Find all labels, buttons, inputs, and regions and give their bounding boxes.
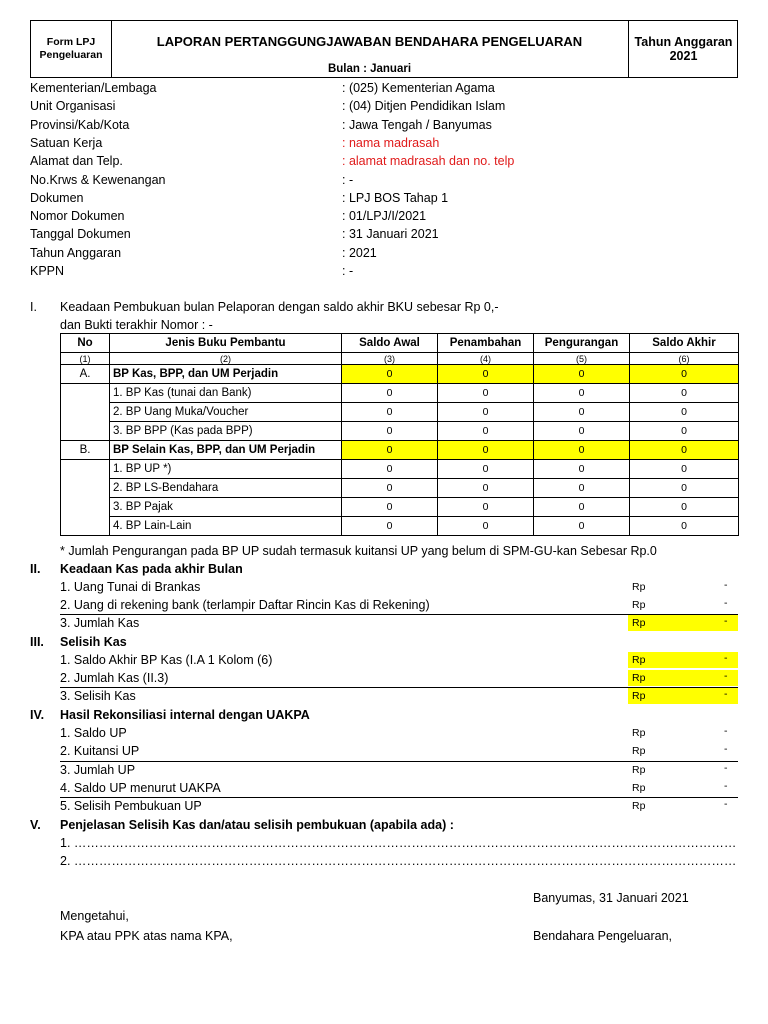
table-row [61,498,739,517]
table-cell: 0 [342,460,438,479]
line-item-label: 1. Saldo UP [60,726,127,740]
amount-value: - [724,780,728,792]
explanation-line: 1. …………………………………………………………………………………………………………………………………………… [60,836,736,850]
table-cell: 0 [438,365,534,384]
info-value: : (04) Ditjen Pendidikan Islam [342,99,506,113]
group-no: A. [61,365,110,384]
line-item-label: 4. Saldo UP menurut UAKPA [60,781,221,795]
currency-label: Rp [632,690,646,702]
amount-value: - [724,652,728,664]
col-index: (5) [534,353,630,365]
table-cell: 0 [438,422,534,441]
amount-value: - [724,615,728,627]
currency-label: Rp [632,599,646,611]
currency-label: Rp [632,617,646,629]
info-label: Nomor Dokumen [30,209,125,223]
report-month: Bulan : Januari [327,63,412,75]
table-cell: 0 [534,441,630,460]
currency-label: Rp [632,782,646,794]
report-header [30,20,738,78]
row-label: 3. BP Pajak [110,498,342,517]
info-value: : - [342,264,354,278]
info-value: : Jawa Tengah / Banyumas [342,118,492,132]
table-cell: 0 [342,403,438,422]
amount-value: - [724,798,728,810]
form-code-cell [31,21,112,77]
line-item-label: 2. Uang di rekening bank (terlampir Daftar Rincin Kas di Rekening) [60,598,430,612]
info-value: : 2021 [342,246,377,260]
table-cell: 0 [438,498,534,517]
table-cell: 0 [630,517,739,536]
row-label: 2. BP Uang Muka/Voucher [110,403,342,422]
group-no: B. [61,441,110,460]
info-label: Dokumen [30,191,84,205]
section1-text: Keadaan Pembukuan bulan Pelaporan dengan saldo akhir BKU sebesar Rp 0,- [60,300,499,314]
divider-line [60,797,738,798]
line-item-label: 3. Jumlah UP [60,763,136,777]
info-label: Provinsi/Kab/Kota [30,118,130,132]
table-cell: 0 [534,384,630,403]
table-cell: 0 [342,384,438,403]
section-title: Hasil Rekonsiliasi internal dengan UAKPA [60,708,310,722]
info-value: : - [342,173,354,187]
table-cell: 0 [534,498,630,517]
budget-year-cell [628,21,738,77]
line-item-label: 1. Uang Tunai di Brankas [60,580,201,594]
info-value: : 31 Januari 2021 [342,227,439,241]
treasurer-signatory-label: Bendahara Pengeluaran, [533,929,673,943]
section-title: Selisih Kas [60,635,127,649]
table-cell: 0 [438,479,534,498]
col-index: (4) [438,353,534,365]
section-number: III. [30,635,44,649]
col-index: (3) [342,353,438,365]
info-value-placeholder: : alamat madrasah dan no. telp [342,154,515,168]
table-cell: 0 [630,460,739,479]
table-cell-blank [61,384,110,441]
table-group-row [61,365,739,384]
table-cell: 0 [630,365,739,384]
table-cell: 0 [534,479,630,498]
line-item-label: 3. Jumlah Kas [60,616,140,630]
col-header: Saldo Akhir [630,334,739,353]
info-label: Alamat dan Telp. [30,154,123,168]
table-group-row [61,441,739,460]
acknowledged-label: Mengetahui, [60,909,129,923]
info-value-placeholder: : nama madrasah [342,136,440,150]
section-title: Penjelasan Selisih Kas dan/atau selisih pembukuan (apabila ada) : [60,818,454,832]
col-index: (1) [61,353,110,365]
section-number: I. [30,300,37,314]
table-row [61,384,739,403]
place-date: Banyumas, 31 Januari 2021 [533,891,689,905]
amount-value: - [724,762,728,774]
table-cell: 0 [438,384,534,403]
info-label: Kementerian/Lembaga [30,81,157,95]
currency-label: Rp [632,800,646,812]
table-cell: 0 [342,422,438,441]
info-label: Tahun Anggaran [30,246,122,260]
table-header-row [61,334,739,353]
section1-text2: dan Bukti terakhir Nomor : - [60,318,213,332]
table-cell: 0 [630,441,739,460]
table-cell: 0 [438,517,534,536]
col-header: Saldo Awal [342,334,438,353]
row-label: 2. BP LS-Bendahara [110,479,342,498]
table-footnote: * Jumlah Pengurangan pada BP UP sudah termasuk kuitansi UP yang belum di SPM-GU-kan Sebesar Rp.0 [60,544,657,558]
form-code-line2: Pengeluaran [39,49,103,61]
info-value: : 01/LPJ/I/2021 [342,209,427,223]
table-cell: 0 [342,498,438,517]
table-row [61,517,739,536]
section-title: Keadaan Kas pada akhir Bulan [60,562,243,576]
budget-year-label: Tahun Anggaran [634,35,733,49]
table-cell: 0 [630,498,739,517]
col-header: No [61,334,110,353]
col-index: (2) [110,353,342,365]
info-value: : LPJ BOS Tahap 1 [342,191,449,205]
table-row [61,460,739,479]
kpa-signatory-label: KPA atau PPK atas nama KPA, [60,929,233,943]
budget-year-value: 2021 [669,49,698,63]
line-item-label: 5. Selisih Pembukuan UP [60,799,202,813]
info-label: Satuan Kerja [30,136,103,150]
currency-label: Rp [632,581,646,593]
amount-value: - [724,743,728,755]
title-cell [111,21,628,77]
currency-label: Rp [632,654,646,666]
explanation-line: 2. …………………………………………………………………………………………………………………………………………… [60,854,736,868]
table-cell: 0 [342,517,438,536]
table-row [61,479,739,498]
table-cell: 0 [534,403,630,422]
table-cell: 0 [342,441,438,460]
section-number: IV. [30,708,45,722]
table-cell: 0 [534,517,630,536]
table-cell: 0 [630,479,739,498]
info-label: No.Krws & Kewenangan [30,173,166,187]
col-header: Jenis Buku Pembantu [110,334,342,353]
info-label: Tanggal Dokumen [30,227,131,241]
table-cell: 0 [630,384,739,403]
col-header: Penambahan [438,334,534,353]
section-number: II. [30,562,41,576]
amount-value: - [724,670,728,682]
divider-line [60,761,738,762]
currency-label: Rp [632,764,646,776]
currency-label: Rp [632,672,646,684]
info-label: KPPN [30,264,65,278]
section-number: V. [30,818,41,832]
table-cell: 0 [438,460,534,479]
line-item-label: 3. Selisih Kas [60,689,136,703]
amount-value: - [724,688,728,700]
table-cell: 0 [342,365,438,384]
table-cell: 0 [534,365,630,384]
amount-value: - [724,597,728,609]
currency-label: Rp [632,727,646,739]
table-cell: 0 [630,403,739,422]
group-label: BP Kas, BPP, dan UM Perjadin [110,365,342,384]
amount-value: - [724,579,728,591]
table-cell-blank [61,460,110,536]
currency-label: Rp [632,745,646,757]
table-cell: 0 [438,441,534,460]
row-label: 4. BP Lain-Lain [110,517,342,536]
table-cell: 0 [630,422,739,441]
table-cell: 0 [534,460,630,479]
report-title: LAPORAN PERTANGGUNGJAWABAN BENDAHARA PENGELUARAN [156,34,583,49]
col-index: (6) [630,353,739,365]
table-cell: 0 [342,479,438,498]
line-item-label: 1. Saldo Akhir BP Kas (I.A 1 Kolom (6) [60,653,273,667]
info-label: Unit Organisasi [30,99,116,113]
group-label: BP Selain Kas, BPP, dan UM Perjadin [110,441,342,460]
row-label: 3. BP BPP (Kas pada BPP) [110,422,342,441]
info-value: : (025) Kementerian Agama [342,81,495,95]
line-item-label: 2. Kuitansi UP [60,744,140,758]
form-code-line1: Form LPJ [46,36,96,48]
line-item-label: 2. Jumlah Kas (II.3) [60,671,169,685]
table-cell: 0 [534,422,630,441]
row-label: 1. BP UP *) [110,460,342,479]
table-row [61,403,739,422]
col-header: Pengurangan [534,334,630,353]
amount-value: - [724,725,728,737]
subsidiary-ledger-table [60,333,739,536]
table-cell: 0 [438,403,534,422]
row-label: 1. BP Kas (tunai dan Bank) [110,384,342,403]
table-subheader-row [61,353,739,365]
table-row [61,422,739,441]
